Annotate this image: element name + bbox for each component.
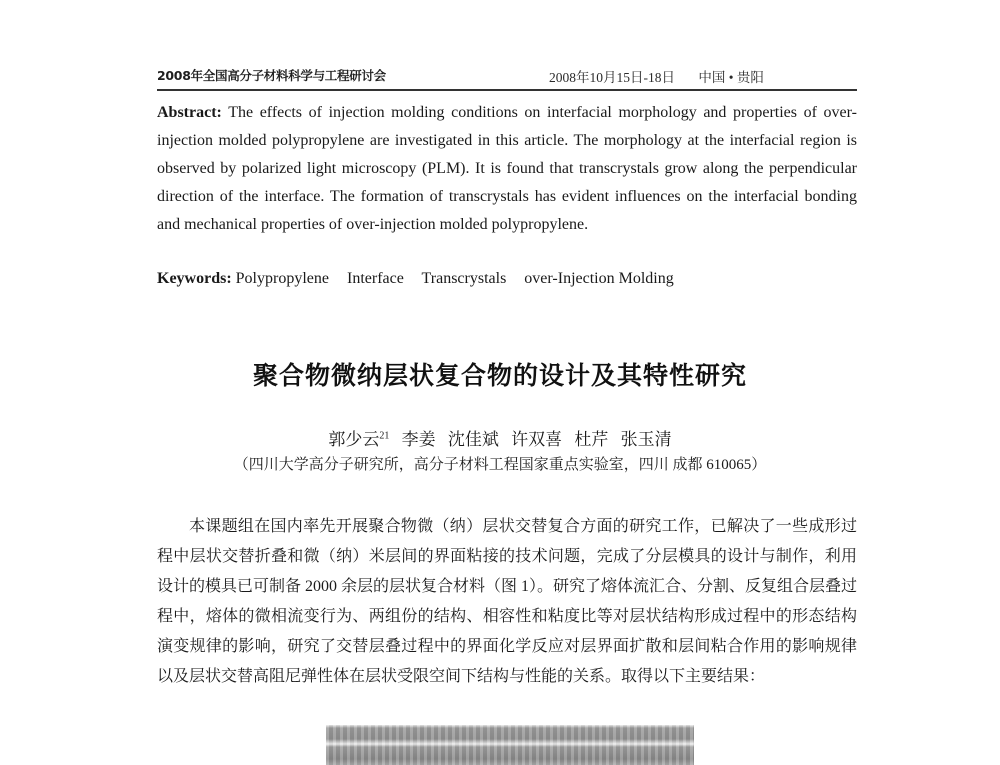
keyword-item: over-Injection Molding (524, 270, 674, 287)
running-header (157, 64, 857, 86)
author: 杜芹 (574, 430, 609, 449)
conference-location: 中国 • 贵阳 (698, 70, 764, 85)
paper-title: 聚合物微纳层状复合物的设计及其特性研究 (252, 361, 747, 390)
header-divider (157, 89, 857, 91)
affiliation: （四川大学高分子研究所，高分子材料工程国家重点实验室，四川 成都 610065） (233, 457, 767, 473)
author: 李姜 (401, 430, 436, 449)
keyword-item: Polypropylene (235, 270, 329, 287)
conference-name: 2008年全国高分子材料科学与工程研讨会 (157, 68, 386, 83)
conference-date-location (549, 66, 764, 86)
conference-dates: 2008年10月15日-18日 (549, 70, 675, 85)
keyword-item: Interface (346, 270, 404, 287)
keywords-label: Keywords: (157, 270, 232, 287)
author: 张玉清 (620, 430, 672, 449)
author: 许双喜 (511, 430, 563, 449)
english-abstract (157, 99, 857, 239)
author-affiliation-mark: 21 (379, 430, 390, 442)
author: 郭少云$^{21}$ (328, 430, 390, 449)
keywords (157, 265, 857, 293)
keyword-item: Transcrystals (421, 270, 507, 287)
author-list (0, 425, 1000, 450)
abstract-label: Abstract: (157, 104, 222, 121)
body-text (157, 512, 857, 692)
figure-1-image (326, 725, 694, 765)
abstract-text: The effects of injection molding conditions on interfacial morphology and properties of over-injection molded polypropylene are investigated in this article. The morphology at the interfacial region is observed by polarized light microscopy (PLM). It is found that transcrystals grow along the perpendicular direction of the interface. The formation of transcrystals has evident influences on the interfacial bonding and mechanical properties of over-injection molded polypropylene. (157, 104, 857, 233)
body-paragraph: 本课题组在国内率先开展聚合物微（纳）层状交替复合方面的研究工作，已解决了一些成形过程中层状交替折叠和微（纳）米层间的界面粘接的技术问题，完成了分层模具的设计与制作，利用设计的模具已可制备 2000 余层的层状复合材料（图 1）。研究了熔体流汇合、分割、反复组合层叠过程中，熔体的微相流变行为、两组份的结构、相容性和粘度比等对层状结构形成过程中的形态结构演变规律的影响，研究了交替层叠过程中的界面化学反应对层界面扩散和层间粘合作用的影响规律以及层状交替高阻尼弹性体在层状受限空间下结构与性能的关系。取得以下主要结果： (157, 518, 858, 685)
author: 沈佳斌 (447, 430, 499, 449)
